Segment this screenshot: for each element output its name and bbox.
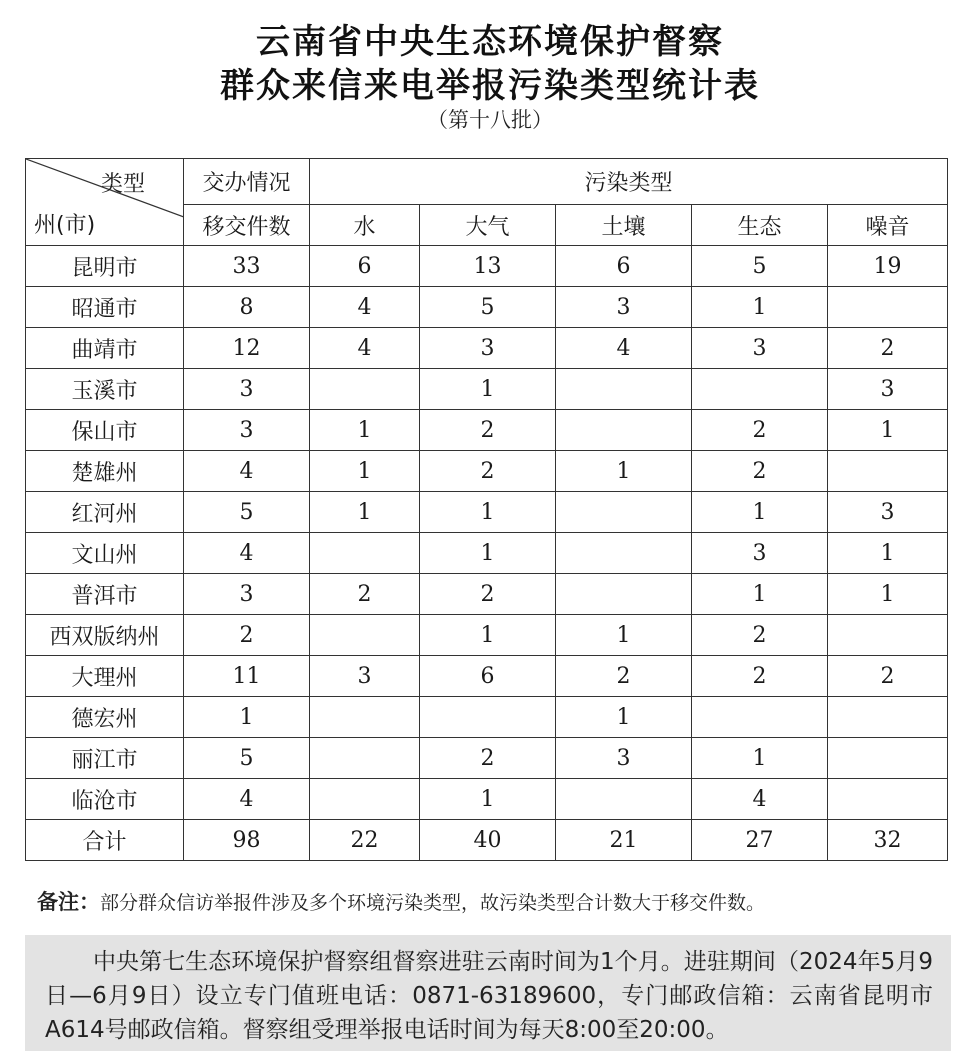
region-name: 楚雄州 bbox=[26, 451, 184, 492]
table-cell: 12 bbox=[184, 328, 310, 369]
region-name: 昭通市 bbox=[26, 287, 184, 328]
table-cell: 3 bbox=[310, 656, 420, 697]
table-cell bbox=[310, 738, 420, 779]
info-text: 中央第七生态环境保护督察组督察进驻云南时间为1个月。进驻期间（2024年5月9日—6月9日）设立专门值班电话：0871-63189600，专门邮政信箱：云南省昆明市A614号邮政信箱。督察组受理举报电话时间为每天8:00至20:00。 bbox=[45, 949, 933, 1043]
table-cell: 2 bbox=[556, 656, 692, 697]
table-row bbox=[26, 615, 948, 656]
table-cell: 1 bbox=[420, 533, 556, 574]
table-cell: 6 bbox=[556, 246, 692, 287]
table-cell: 2 bbox=[692, 615, 828, 656]
table-cell: 1 bbox=[692, 738, 828, 779]
column-header: 移交件数 bbox=[184, 205, 310, 246]
region-name: 玉溪市 bbox=[26, 369, 184, 410]
region-name: 文山州 bbox=[26, 533, 184, 574]
table-cell: 33 bbox=[184, 246, 310, 287]
table-cell: 2 bbox=[184, 615, 310, 656]
table-cell: 1 bbox=[184, 697, 310, 738]
table-cell: 1 bbox=[310, 410, 420, 451]
table-row bbox=[26, 492, 948, 533]
corner-label-city: 州(市) bbox=[34, 213, 96, 238]
statistics-table bbox=[25, 158, 948, 861]
table-cell bbox=[310, 369, 420, 410]
column-header: 噪音 bbox=[828, 205, 948, 246]
column-header: 土壤 bbox=[556, 205, 692, 246]
table-cell: 1 bbox=[310, 492, 420, 533]
table-cell: 2 bbox=[420, 738, 556, 779]
table-cell: 1 bbox=[828, 410, 948, 451]
table-row bbox=[26, 369, 948, 410]
table-cell bbox=[310, 533, 420, 574]
table-row bbox=[26, 533, 948, 574]
table-cell: 2 bbox=[692, 656, 828, 697]
table-cell: 4 bbox=[310, 328, 420, 369]
region-name: 德宏州 bbox=[26, 697, 184, 738]
region-name: 大理州 bbox=[26, 656, 184, 697]
table-cell: 19 bbox=[828, 246, 948, 287]
table-cell: 1 bbox=[692, 492, 828, 533]
table-cell bbox=[556, 779, 692, 820]
table-cell bbox=[828, 738, 948, 779]
table-cell: 1 bbox=[828, 574, 948, 615]
table-row bbox=[26, 738, 948, 779]
table-cell: 4 bbox=[184, 533, 310, 574]
table-cell: 1 bbox=[310, 451, 420, 492]
region-name: 保山市 bbox=[26, 410, 184, 451]
table-cell bbox=[828, 287, 948, 328]
table-row bbox=[26, 287, 948, 328]
corner-header bbox=[26, 159, 184, 246]
title-line-1: 云南省中央生态环境保护督察 bbox=[256, 22, 724, 62]
table-cell: 4 bbox=[310, 287, 420, 328]
table-cell bbox=[556, 533, 692, 574]
table-cell bbox=[828, 451, 948, 492]
table-row bbox=[26, 328, 948, 369]
table-cell: 5 bbox=[184, 492, 310, 533]
column-header: 大气 bbox=[420, 205, 556, 246]
table-cell: 2 bbox=[420, 410, 556, 451]
table-cell: 1 bbox=[556, 697, 692, 738]
table-row bbox=[26, 779, 948, 820]
table-cell bbox=[310, 779, 420, 820]
table-row bbox=[26, 656, 948, 697]
table-cell: 4 bbox=[184, 451, 310, 492]
table-cell: 1 bbox=[420, 615, 556, 656]
table-cell: 3 bbox=[828, 369, 948, 410]
table-cell: 3 bbox=[184, 410, 310, 451]
table-cell: 3 bbox=[828, 492, 948, 533]
table-cell bbox=[692, 697, 828, 738]
table-cell bbox=[556, 574, 692, 615]
table-cell bbox=[828, 615, 948, 656]
table-cell: 3 bbox=[420, 328, 556, 369]
region-name: 临沧市 bbox=[26, 779, 184, 820]
table-cell bbox=[556, 369, 692, 410]
table-cell: 1 bbox=[692, 287, 828, 328]
table-cell: 4 bbox=[692, 779, 828, 820]
table-cell: 1 bbox=[692, 574, 828, 615]
region-name: 曲靖市 bbox=[26, 328, 184, 369]
table-cell: 2 bbox=[420, 574, 556, 615]
table-cell: 3 bbox=[692, 533, 828, 574]
table-cell: 1 bbox=[556, 451, 692, 492]
table-cell: 27 bbox=[692, 820, 828, 861]
table-row bbox=[26, 451, 948, 492]
region-name: 红河州 bbox=[26, 492, 184, 533]
table-cell: 3 bbox=[556, 287, 692, 328]
table-cell: 13 bbox=[420, 246, 556, 287]
total-row bbox=[26, 820, 948, 861]
table-cell: 6 bbox=[310, 246, 420, 287]
note-text: 部分群众信访举报件涉及多个环境污染类型，故污染类型合计数大于移交件数。 bbox=[100, 892, 766, 914]
table-row bbox=[26, 246, 948, 287]
table-cell: 2 bbox=[420, 451, 556, 492]
column-header: 水 bbox=[310, 205, 420, 246]
table-cell bbox=[556, 492, 692, 533]
table-cell: 98 bbox=[184, 820, 310, 861]
region-name: 西双版纳州 bbox=[26, 615, 184, 656]
table-cell bbox=[692, 369, 828, 410]
table-cell bbox=[828, 697, 948, 738]
table-cell: 1 bbox=[420, 369, 556, 410]
group-header-pollution: 污染类型 bbox=[310, 159, 948, 205]
table-cell: 8 bbox=[184, 287, 310, 328]
table-cell: 11 bbox=[184, 656, 310, 697]
region-name: 丽江市 bbox=[26, 738, 184, 779]
table-cell: 5 bbox=[420, 287, 556, 328]
table-cell: 3 bbox=[692, 328, 828, 369]
table-cell: 32 bbox=[828, 820, 948, 861]
title-line-2: 群众来信来电举报污染类型统计表 bbox=[220, 66, 760, 106]
table-cell: 5 bbox=[692, 246, 828, 287]
table-cell: 2 bbox=[828, 656, 948, 697]
table-cell: 2 bbox=[310, 574, 420, 615]
table-cell: 4 bbox=[556, 328, 692, 369]
table-row bbox=[26, 697, 948, 738]
note-label: 备注： bbox=[37, 890, 100, 914]
table-cell: 4 bbox=[184, 779, 310, 820]
table-cell: 2 bbox=[828, 328, 948, 369]
table-cell: 1 bbox=[828, 533, 948, 574]
table-cell: 1 bbox=[420, 492, 556, 533]
table-cell: 22 bbox=[310, 820, 420, 861]
table-cell: 6 bbox=[420, 656, 556, 697]
table-cell: 3 bbox=[556, 738, 692, 779]
table-cell: 1 bbox=[420, 779, 556, 820]
group-header-transfer: 交办情况 bbox=[184, 159, 310, 205]
table-note bbox=[37, 886, 957, 916]
table-cell bbox=[310, 615, 420, 656]
table-cell: 40 bbox=[420, 820, 556, 861]
table-cell: 3 bbox=[184, 574, 310, 615]
table-cell: 1 bbox=[556, 615, 692, 656]
region-name: 合计 bbox=[26, 820, 184, 861]
region-name: 普洱市 bbox=[26, 574, 184, 615]
region-name: 昆明市 bbox=[26, 246, 184, 287]
corner-label-type: 类型 bbox=[100, 172, 145, 197]
table-cell: 3 bbox=[184, 369, 310, 410]
column-header: 生态 bbox=[692, 205, 828, 246]
table-row bbox=[26, 574, 948, 615]
table-cell: 2 bbox=[692, 451, 828, 492]
info-box bbox=[25, 935, 951, 1051]
table-cell bbox=[420, 697, 556, 738]
table-cell bbox=[828, 779, 948, 820]
table-cell bbox=[310, 697, 420, 738]
table-cell: 2 bbox=[692, 410, 828, 451]
table-cell: 5 bbox=[184, 738, 310, 779]
batch-subtitle: （第十八批） bbox=[427, 108, 553, 132]
table-cell: 21 bbox=[556, 820, 692, 861]
table-cell bbox=[556, 410, 692, 451]
table-row bbox=[26, 410, 948, 451]
